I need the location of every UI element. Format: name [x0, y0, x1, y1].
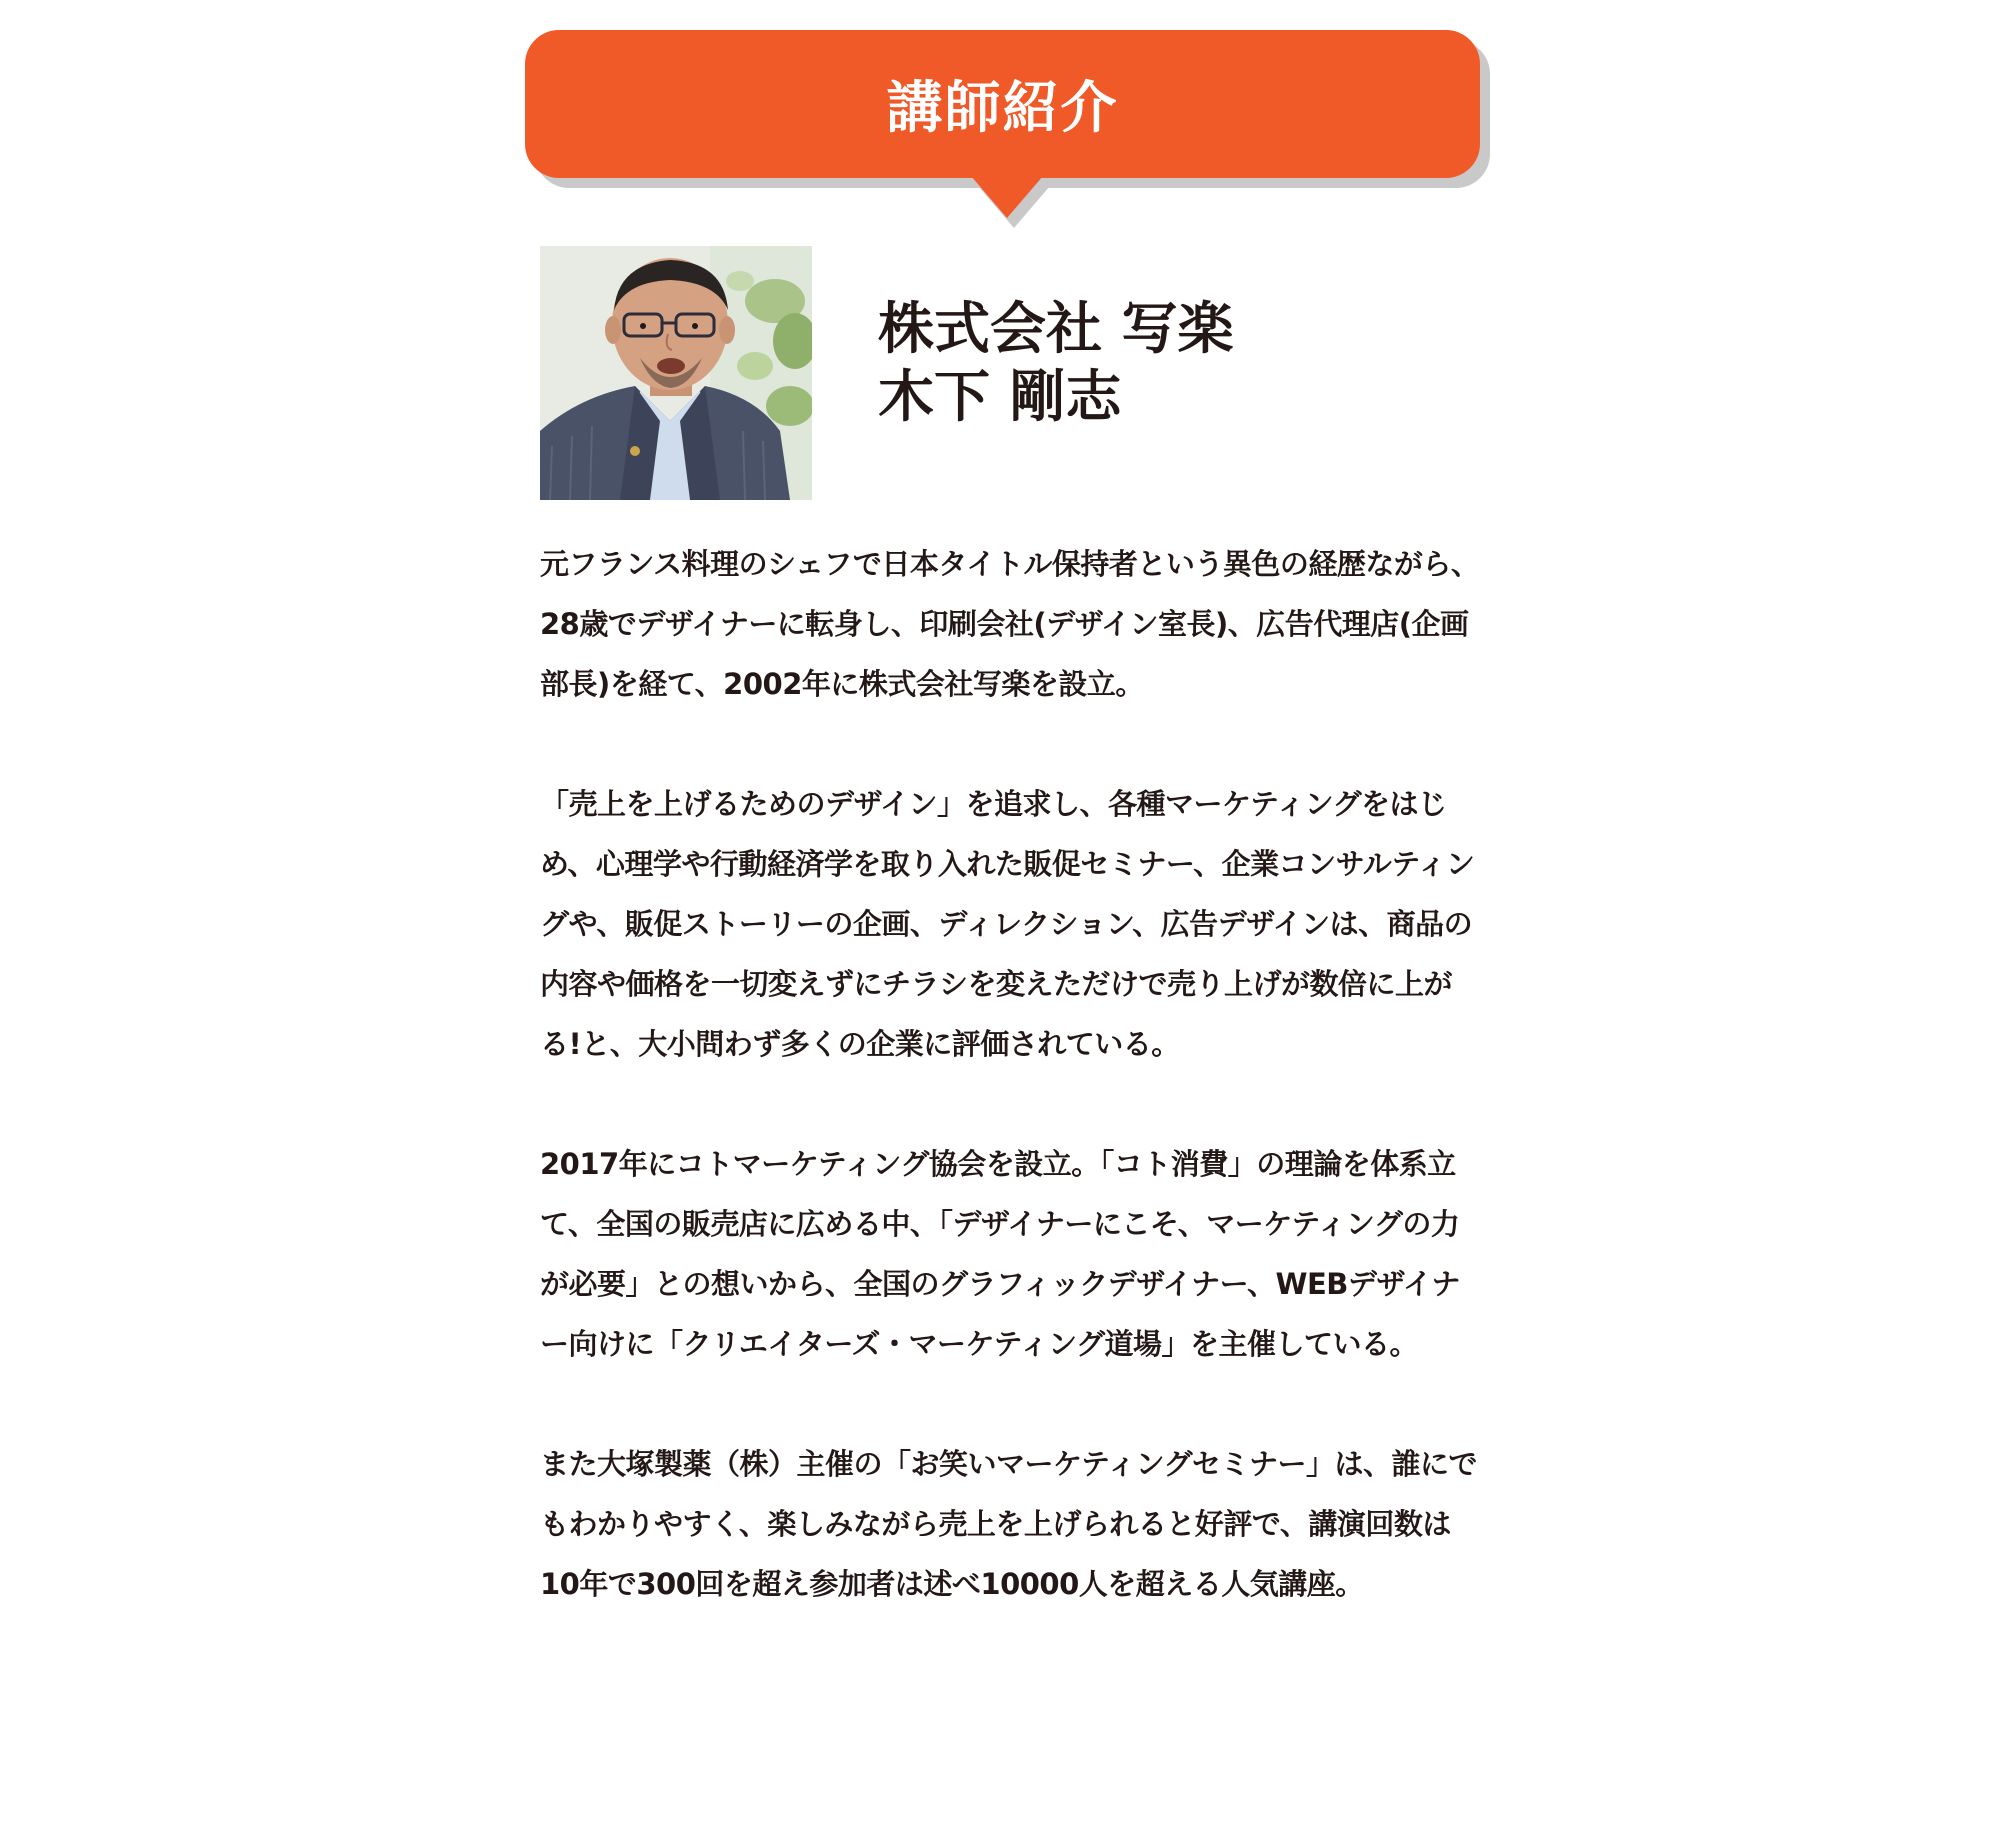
banner-pointer	[971, 176, 1043, 218]
instructor-bio	[540, 534, 1480, 1614]
company-name: 株式会社 写楽	[878, 297, 1234, 362]
bio-paragraph: 2017年にコトマーケティング協会を設立。「コト消費」の理論を体系立て、全国の販売店に広める中、「デザイナーにこそ、マーケティングの力が必要」との想いから、全国のグラフィックデザイナー、WEBデザイナー向けに「クリエイターズ・マーケティング道場」を主催している。	[540, 1147, 1460, 1361]
instructor-photo	[540, 246, 812, 500]
section-header	[525, 30, 1490, 230]
bio-paragraph: また大塚製薬（株）主催の「お笑いマーケティングセミナー」は、誰にでもわかりやすく、楽しみながら売上を上げられると好評で、講演回数は10年で300回を超え参加者は述べ10000人を超える人気講座。	[540, 1447, 1478, 1601]
instructor-name-block	[878, 296, 1234, 432]
section-banner	[525, 30, 1480, 178]
instructor-name: 木下 剛志	[878, 365, 1122, 430]
bio-paragraph: 元フランス料理のシェフで日本タイトル保持者という異色の経歴ながら、28歳でデザイナーに転身し、印刷会社(デザイン室長)、広告代理店(企画部長)を経て、2002年に株式会社写楽を設立。	[540, 547, 1480, 701]
bio-paragraph: 「売上を上げるためのデザイン」を追求し、各種マーケティングをはじめ、心理学や行動経済学を取り入れた販促セミナー、企業コンサルティングや、販促ストーリーの企画、ディレクション、広告デザインは、商品の内容や価格を一切変えずにチラシを変えただけで売り上げが数倍に上がる!と、大小問わず多くの企業に評価されている。	[540, 787, 1475, 1061]
section-title: 講師紹介	[886, 76, 1119, 141]
portrait-image	[540, 246, 812, 500]
